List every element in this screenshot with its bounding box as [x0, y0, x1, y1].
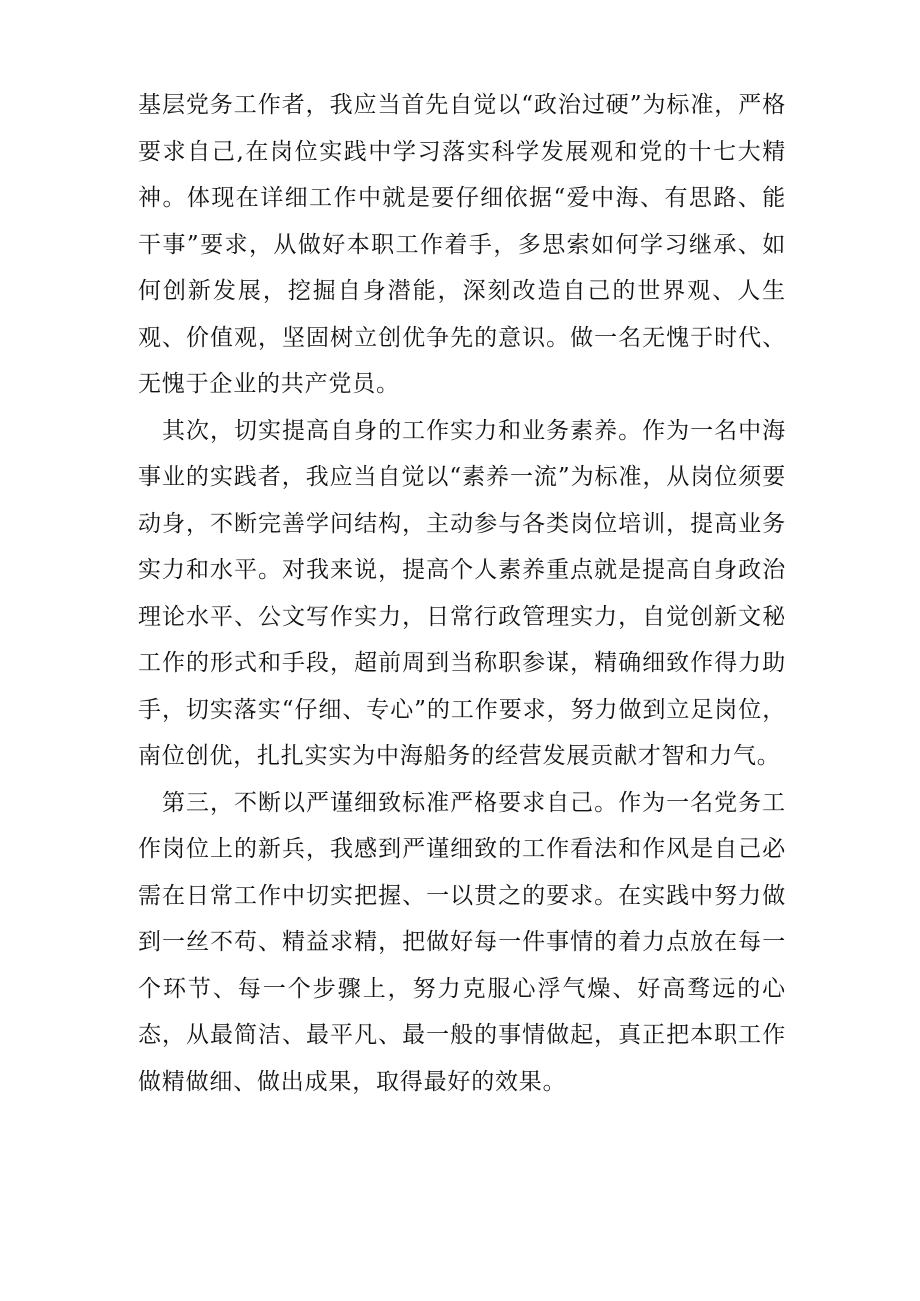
paragraph-3: 第三，不断以严谨细致标准严格要求自己。作为一名党务工作岗位上的新兵，我感到严谨细致的工作看法和作风是自己必需在日常工作中切实把握、一以贯之的要求。在实践中努力做到一丝不苟、精益求精，把做好每一件事情的着力点放在每一个环节、每一个步骤上，努力克服心浮气燥、好高骛远的心态，从最简洁、最平凡、最一般的事情做起，真正把本职工作做精做细、做出成果，取得最好的效果。: [138, 789, 786, 1095]
paragraph-1: 基层党务工作者，我应当首先自觉以“政治过硬”为标准，严格要求自己,在岗位实践中学习落实科学发展观和党的十七大精神。体现在详细工作中就是要仔细依据“爱中海、有思路、能干事”要求，从做好本职工作着手，多思索如何学习继承、如何创新发展，挖掘自身潜能，深刻改造自己的世界观、人生观、价值观，坚固树立创优争先的意识。做一名无愧于时代、无愧于企业的共产党员。: [138, 92, 786, 397]
paragraph-2: 其次，切实提高自身的工作实力和业务素养。作为一名中海事业的实践者，我应当自觉以“素养一流”为标准，从岗位须要动身，不断完善学问结构，主动参与各类岗位培训，提高业务实力和水平。对我来说，提高个人素养重点就是提高自身政治理论水平、公文写作实力，日常行政管理实力，自觉创新文秘工作的形式和手段，超前周到当称职参谋，精确细致作得力助手，切实落实“仔细、专心”的工作要求，努力做到立足岗位，南位创优，扎扎实实为中海船务的经营发展贡献才智和力气。: [138, 417, 786, 769]
document-body: [138, 82, 786, 1105]
